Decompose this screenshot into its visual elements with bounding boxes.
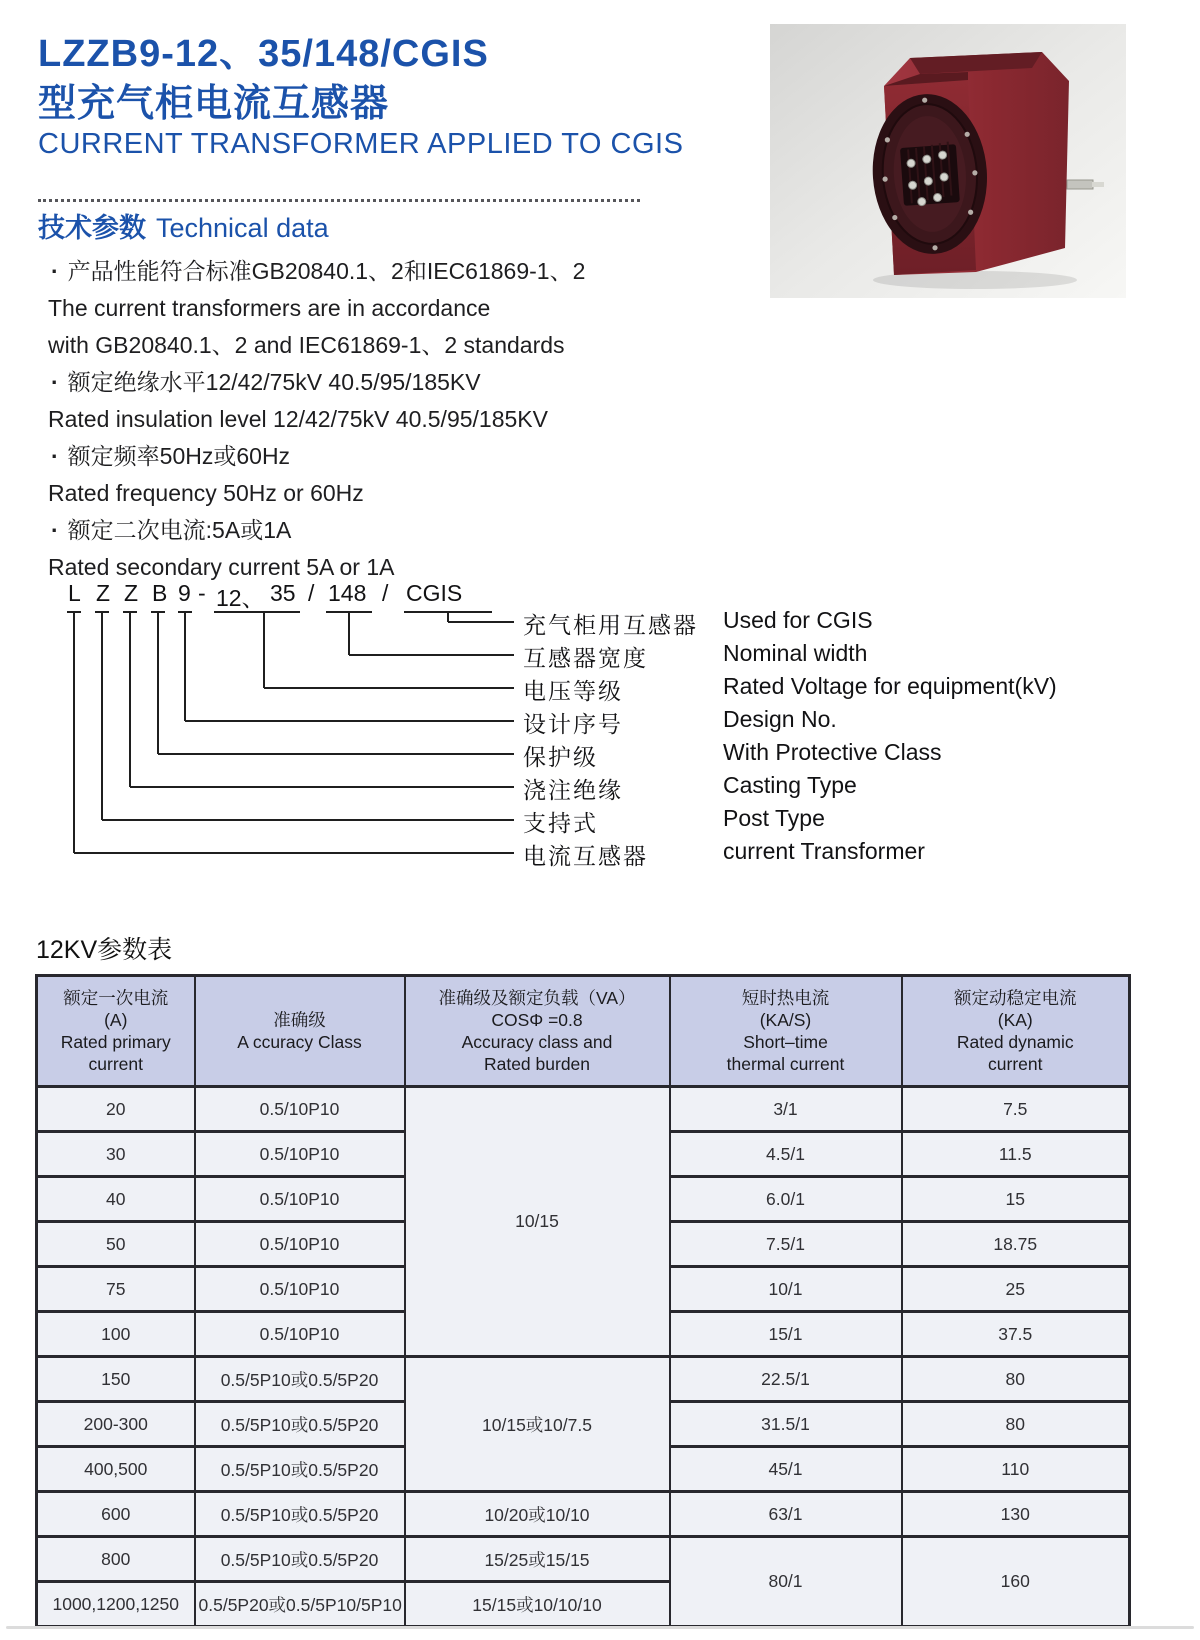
cell-accuracy: 0.5/10P10	[195, 1132, 405, 1177]
cell-burden: 15/15或10/10/10	[405, 1582, 670, 1627]
table-header-row	[37, 976, 1130, 1087]
col-header-rated-primary-current: 额定一次电流 (A) Rated primary current	[37, 976, 195, 1087]
technical-data-section	[38, 206, 758, 586]
diagram-label-en: Used for CGIS	[723, 607, 873, 633]
cell-accuracy: 0.5/5P10或0.5/5P20	[195, 1357, 405, 1402]
cell-current: 600	[37, 1492, 195, 1537]
col-header-dynamic-current: 额定动稳定电流 (KA) Rated dynamic current	[902, 976, 1130, 1087]
model-segment: 148	[328, 580, 367, 606]
cell-dynamic: 7.5	[902, 1087, 1130, 1132]
diagram-label-en: current Transformer	[723, 838, 925, 864]
diagram-label-zh: 支持式	[523, 810, 598, 836]
cell-accuracy: 0.5/5P10或0.5/5P20	[195, 1447, 405, 1492]
page-title-model: LZZB9-12、35/148/CGIS	[38, 33, 489, 75]
cell-accuracy: 0.5/5P10或0.5/5P20	[195, 1492, 405, 1537]
cell-thermal: 80/1	[670, 1537, 902, 1627]
table-row	[37, 1357, 1130, 1402]
cell-thermal: 63/1	[670, 1492, 902, 1537]
tech-line: · 额定绝缘水平12/42/75kV 40.5/95/185KV	[38, 364, 758, 401]
cell-accuracy: 0.5/10P10	[195, 1312, 405, 1357]
cell-thermal: 22.5/1	[670, 1357, 902, 1402]
model-segment: Z	[96, 580, 111, 606]
table-title: 12KV参数表	[36, 936, 173, 964]
cell-current: 200-300	[37, 1402, 195, 1447]
diagram-label-en: Design No.	[723, 706, 837, 732]
page-subtitle: CURRENT TRANSFORMER APPLIED TO CGIS	[38, 128, 684, 160]
cell-accuracy: 0.5/5P10或0.5/5P20	[195, 1537, 405, 1582]
table-row	[37, 1087, 1130, 1132]
cell-thermal: 10/1	[670, 1267, 902, 1312]
cell-current: 40	[37, 1177, 195, 1222]
cell-dynamic: 80	[902, 1402, 1130, 1447]
cell-accuracy: 0.5/5P20或0.5/5P10/5P10	[195, 1582, 405, 1627]
col-header-accuracy-burden: 准确级及额定负载（VA） COSΦ =0.8 Accuracy class and Rated burden	[405, 976, 670, 1087]
diagram-label-zh: 充气柜用互感器	[523, 612, 698, 638]
diagram-label-en: Nominal width	[723, 640, 868, 666]
cell-dynamic: 130	[902, 1492, 1130, 1537]
tech-line: Rated secondary current 5A or 1A	[48, 554, 395, 580]
cell-accuracy: 0.5/10P10	[195, 1267, 405, 1312]
cell-current: 50	[37, 1222, 195, 1267]
tech-heading	[38, 206, 758, 245]
diagram-label-zh: 浇注绝缘	[523, 777, 623, 803]
cell-dynamic: 18.75	[902, 1222, 1130, 1267]
page-title-type: 型充气柜电流互感器	[38, 83, 390, 125]
cell-burden: 15/25或15/15	[405, 1537, 670, 1582]
cell-current: 800	[37, 1537, 195, 1582]
cell-burden: 10/20或10/10	[405, 1492, 670, 1537]
tech-line: with GB20840.1、2 and IEC61869-1、2 standards	[48, 332, 565, 358]
cell-dynamic: 80	[902, 1357, 1130, 1402]
tech-line: · 额定频率50Hz或60Hz	[38, 438, 758, 475]
tech-line: The current transformers are in accordance	[48, 295, 491, 321]
model-segment: -	[198, 580, 206, 606]
table-row	[37, 1492, 1130, 1537]
cell-thermal: 31.5/1	[670, 1402, 902, 1447]
cell-burden: 10/15或10/7.5	[405, 1357, 670, 1492]
diagram-label-zh: 互感器宽度	[523, 645, 648, 671]
cell-accuracy: 0.5/5P10或0.5/5P20	[195, 1402, 405, 1447]
col-header-accuracy-class: 准确级 A ccuracy Class	[195, 976, 405, 1087]
diagram-label-en: With Protective Class	[723, 739, 942, 765]
cell-thermal: 3/1	[670, 1087, 902, 1132]
cell-burden: 10/15	[405, 1087, 670, 1357]
cell-accuracy: 0.5/10P10	[195, 1087, 405, 1132]
tech-line: · 产品性能符合标准GB20840.1、2和IEC61869-1、2	[38, 253, 758, 290]
cell-accuracy: 0.5/10P10	[195, 1177, 405, 1222]
dotted-divider	[38, 199, 640, 202]
cell-current: 1000,1200,1250	[37, 1582, 195, 1627]
cell-dynamic: 37.5	[902, 1312, 1130, 1357]
cell-dynamic: 11.5	[902, 1132, 1130, 1177]
terminal-pin	[1067, 180, 1093, 189]
tech-line: · 额定二次电流:5A或1A	[38, 512, 758, 549]
model-segment: 35	[270, 580, 296, 606]
tech-line: Rated insulation level 12/42/75kV 40.5/95/185KV	[48, 406, 548, 432]
cell-current: 20	[37, 1087, 195, 1132]
table-row	[37, 1537, 1130, 1582]
product-photo	[770, 24, 1126, 298]
tech-heading-en: Technical data	[156, 213, 329, 243]
diagram-label-zh: 电压等级	[523, 678, 623, 704]
cell-dynamic: 160	[902, 1537, 1130, 1627]
tech-heading-zh: 技术参数	[38, 213, 146, 243]
model-segment: /	[382, 580, 389, 606]
cell-thermal: 4.5/1	[670, 1132, 902, 1177]
model-segment: Z	[124, 580, 139, 606]
diagram-label-zh: 电流互感器	[523, 843, 648, 869]
cell-dynamic: 110	[902, 1447, 1130, 1492]
diagram-label-zh: 保护级	[523, 744, 598, 770]
tech-line: Rated frequency 50Hz or 60Hz	[48, 480, 364, 506]
cell-thermal: 6.0/1	[670, 1177, 902, 1222]
diagram-label-en: Post Type	[723, 805, 825, 831]
model-segment: 9	[178, 580, 191, 606]
cell-current: 75	[37, 1267, 195, 1312]
cell-thermal: 45/1	[670, 1447, 902, 1492]
model-segment: CGIS	[406, 580, 463, 606]
cell-current: 400,500	[37, 1447, 195, 1492]
model-segment: L	[68, 580, 81, 606]
transformer-illustration	[770, 24, 1126, 298]
model-designation-diagram	[64, 578, 1164, 878]
col-header-thermal-current: 短时热电流 (KA/S) Short–time thermal current	[670, 976, 902, 1087]
cell-accuracy: 0.5/10P10	[195, 1222, 405, 1267]
model-segment: /	[308, 580, 315, 606]
cell-current: 150	[37, 1357, 195, 1402]
cell-current: 100	[37, 1312, 195, 1357]
model-segment: 12、	[216, 585, 265, 611]
model-segment: B	[152, 580, 168, 606]
cell-thermal: 15/1	[670, 1312, 902, 1357]
diagram-label-zh: 设计序号	[523, 711, 623, 737]
parameter-table	[35, 974, 1131, 1628]
cell-dynamic: 25	[902, 1267, 1130, 1312]
diagram-label-en: Casting Type	[723, 772, 857, 798]
cell-current: 30	[37, 1132, 195, 1177]
page-bottom-divider	[6, 1626, 1194, 1629]
cell-dynamic: 15	[902, 1177, 1130, 1222]
diagram-label-en: Rated Voltage for equipment(kV)	[723, 673, 1057, 699]
cell-thermal: 7.5/1	[670, 1222, 902, 1267]
